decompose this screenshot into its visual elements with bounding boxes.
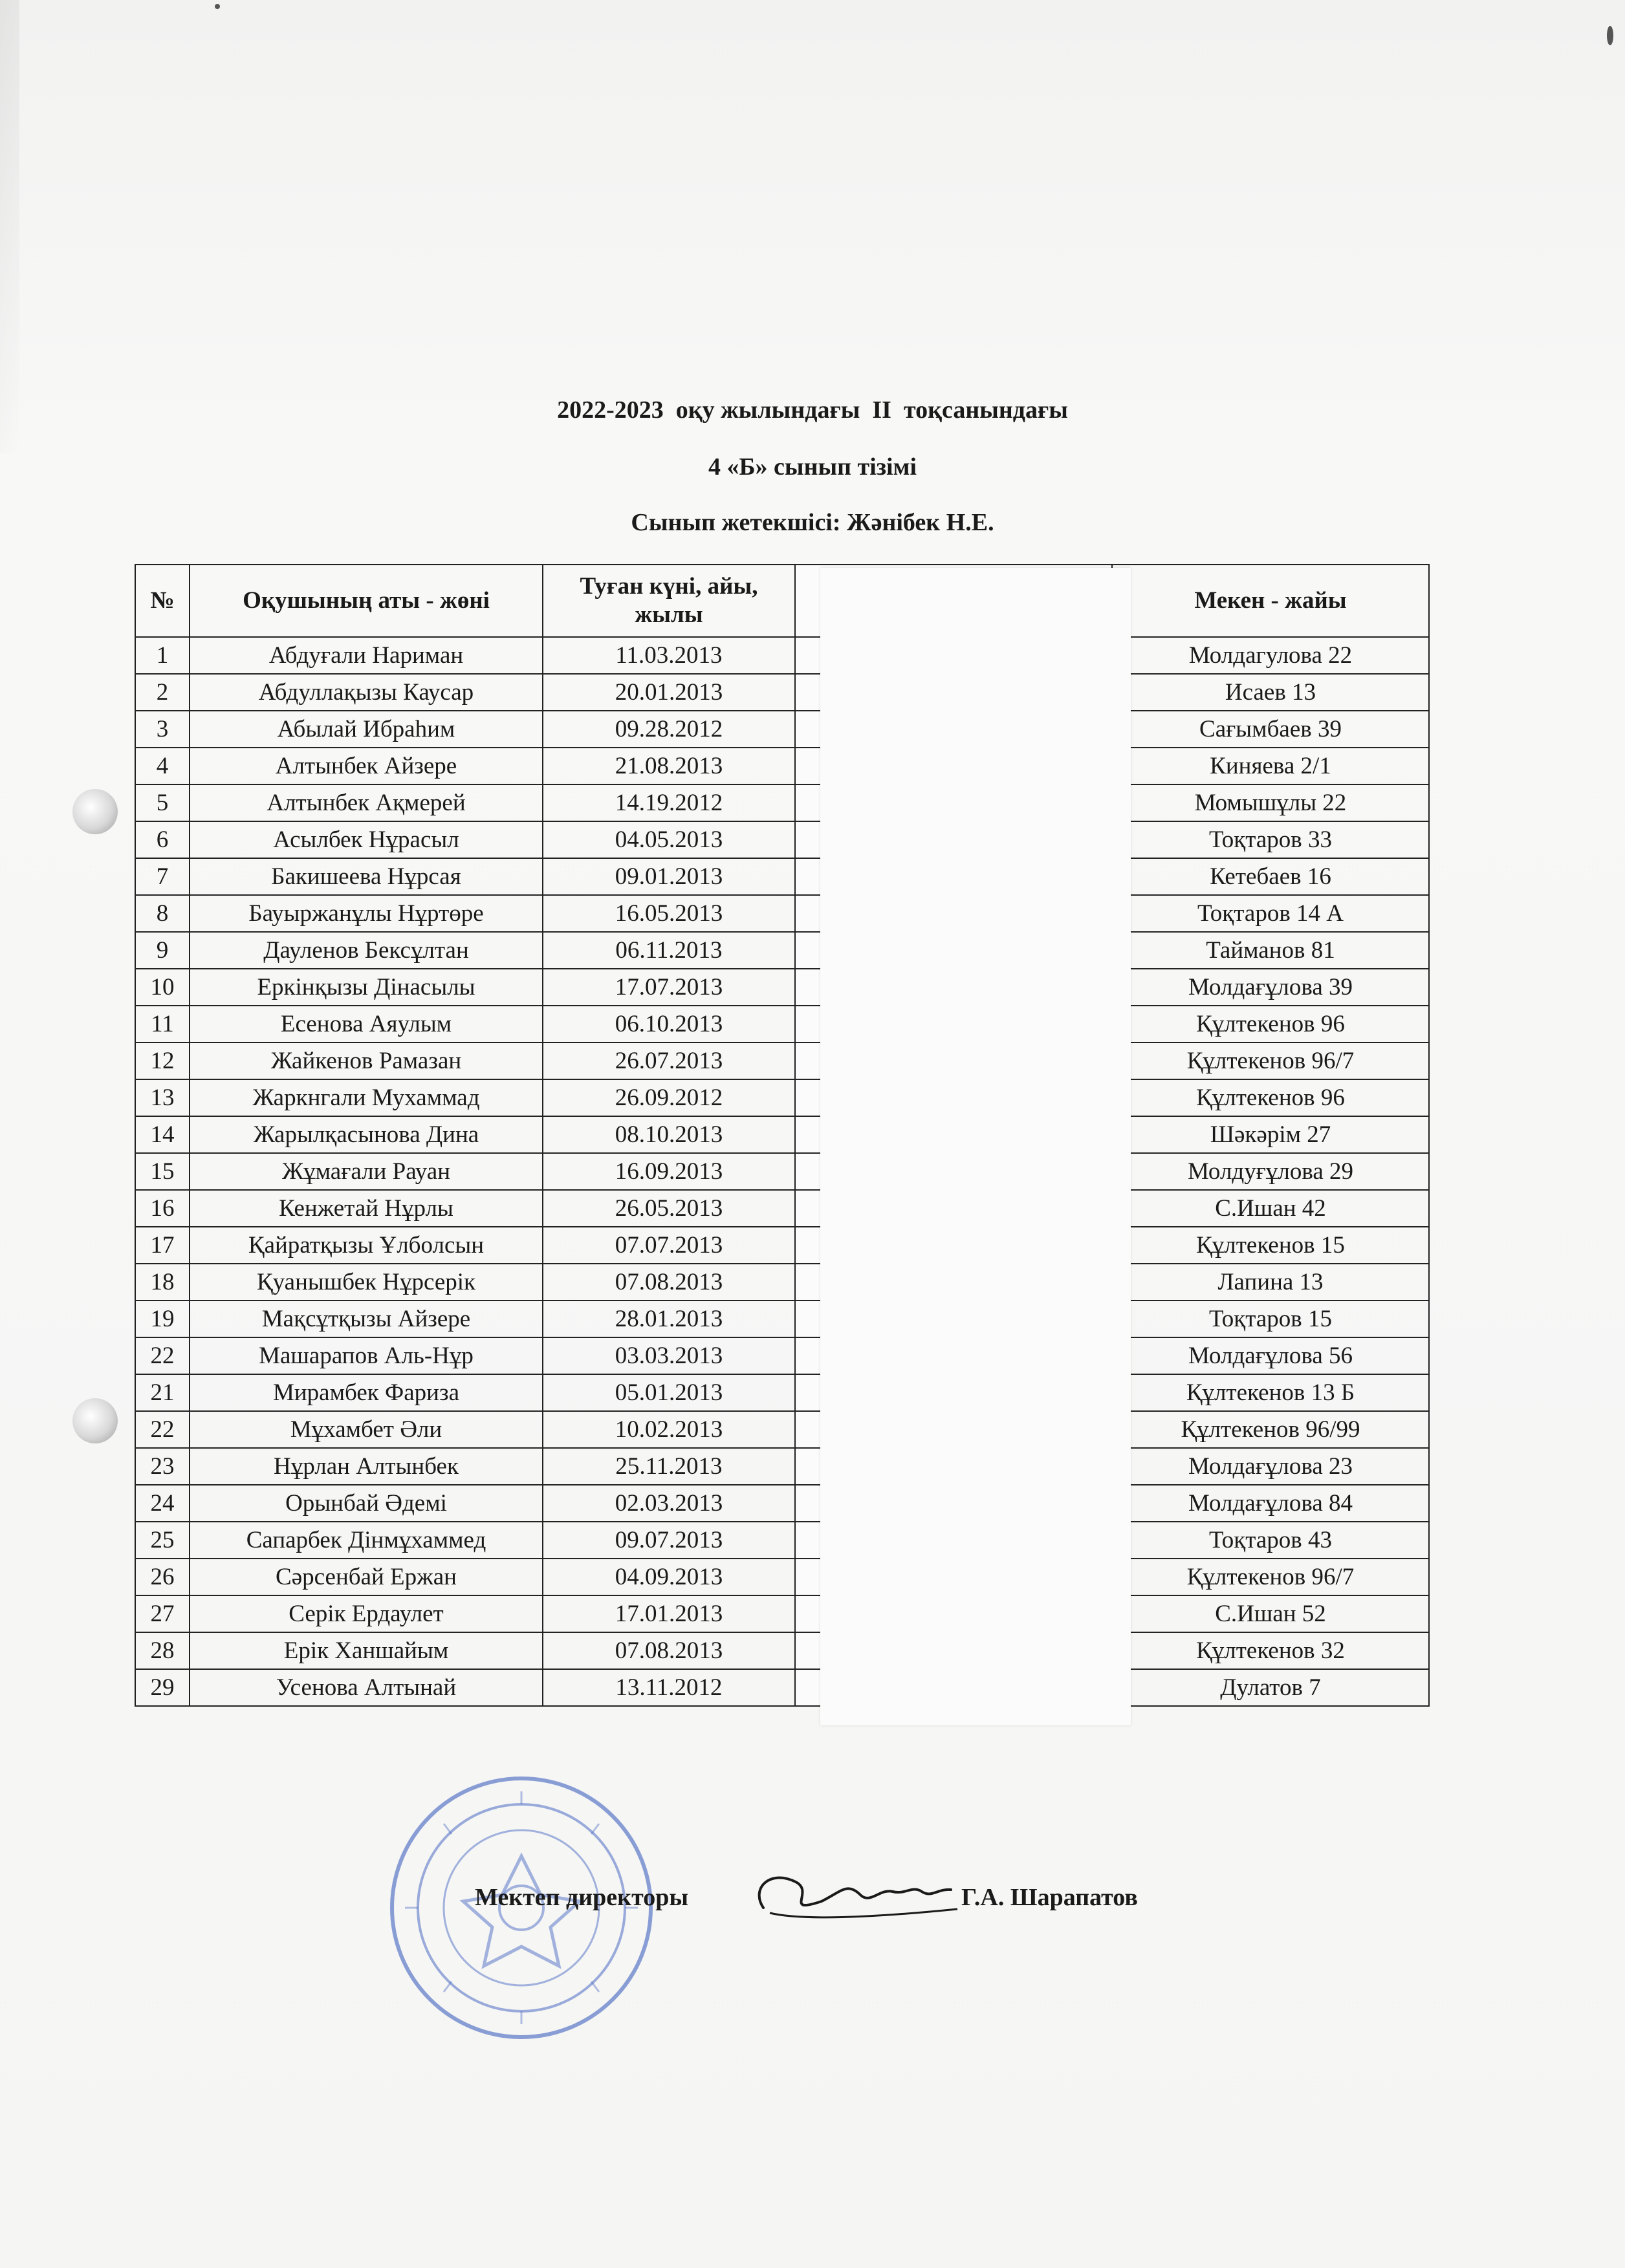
table-row xyxy=(135,969,1429,1006)
cell-address: Тоқтаров 33 xyxy=(1112,821,1429,858)
table-header-row xyxy=(135,565,1429,637)
cell-student-name: Кенжетай Нұрлы xyxy=(190,1190,543,1227)
table-body xyxy=(135,637,1429,1706)
cell-birth-date: 04.09.2013 xyxy=(543,1559,795,1595)
cell-student-name: Жарылқасынова Дина xyxy=(190,1116,543,1153)
cell-address: Тоқтаров 43 xyxy=(1112,1522,1429,1559)
cell-birth-date: 03.03.2013 xyxy=(543,1337,795,1374)
cell-address: С.Ишан 52 xyxy=(1112,1595,1429,1632)
student-roster-table xyxy=(135,564,1430,1707)
cell-num: 11 xyxy=(135,1006,190,1042)
cell-birth-date: 07.08.2013 xyxy=(543,1264,795,1301)
cell-num: 19 xyxy=(135,1301,190,1337)
cell-num: 1 xyxy=(135,637,190,674)
table-row xyxy=(135,1411,1429,1448)
punch-hole-bottom xyxy=(72,1398,118,1443)
cell-birth-date: 10.02.2013 xyxy=(543,1411,795,1448)
cell-student-name: Есенова Аяулым xyxy=(190,1006,543,1042)
cell-num: 3 xyxy=(135,711,190,748)
cell-birth-date: 09.01.2013 xyxy=(543,858,795,895)
cell-birth-date: 11.03.2013 xyxy=(543,637,795,674)
header-address: Мекен - жайы xyxy=(1112,565,1429,637)
cell-student-name: Нұрлан Алтынбек xyxy=(190,1448,543,1485)
table-row xyxy=(135,1042,1429,1079)
cell-num: 25 xyxy=(135,1522,190,1559)
cell-student-name: Ерік Ханшайым xyxy=(190,1632,543,1669)
table-row xyxy=(135,1522,1429,1559)
cell-student-name: Абдуғали Нариман xyxy=(190,637,543,674)
cell-birth-date: 16.05.2013 xyxy=(543,895,795,932)
table-row xyxy=(135,711,1429,748)
cell-address: Молдуғұлова 29 xyxy=(1112,1153,1429,1190)
cell-address: Сағымбаев 39 xyxy=(1112,711,1429,748)
cell-num: 14 xyxy=(135,1116,190,1153)
cell-birth-date: 07.08.2013 xyxy=(543,1632,795,1669)
table-row xyxy=(135,1264,1429,1301)
table-row xyxy=(135,1559,1429,1595)
scan-speck xyxy=(215,4,220,9)
director-signature xyxy=(744,1863,964,1927)
table-row xyxy=(135,1669,1429,1706)
cell-student-name: Еркінқызы Дінасылы xyxy=(190,969,543,1006)
cell-address: Құлтекенов 32 xyxy=(1112,1632,1429,1669)
table-row xyxy=(135,1116,1429,1153)
cell-num: 17 xyxy=(135,1227,190,1264)
cell-birth-date: 13.11.2012 xyxy=(543,1669,795,1706)
table-row xyxy=(135,1227,1429,1264)
cell-student-name: Дауленов Бексұлтан xyxy=(190,932,543,969)
header-name: Оқушының аты - жөні xyxy=(190,565,543,637)
table-row xyxy=(135,1006,1429,1042)
cell-address: Момышұлы 22 xyxy=(1112,784,1429,821)
cell-birth-date: 09.28.2012 xyxy=(543,711,795,748)
cell-student-name: Орынбай Әдемі xyxy=(190,1485,543,1522)
cell-address: Құлтекенов 96/7 xyxy=(1112,1042,1429,1079)
cell-student-name: Усенова Алтынай xyxy=(190,1669,543,1706)
cell-birth-date: 25.11.2013 xyxy=(543,1448,795,1485)
table-row xyxy=(135,784,1429,821)
cell-num: 10 xyxy=(135,969,190,1006)
cell-student-name: Сапарбек Дінмұхаммед xyxy=(190,1522,543,1559)
cell-birth-date: 06.10.2013 xyxy=(543,1006,795,1042)
cell-num: 7 xyxy=(135,858,190,895)
cell-address: Лапина 13 xyxy=(1112,1264,1429,1301)
punch-hole-top xyxy=(72,789,118,834)
table-row xyxy=(135,1301,1429,1337)
table-row xyxy=(135,858,1429,895)
cell-address: Кетебаев 16 xyxy=(1112,858,1429,895)
header-num: № xyxy=(135,565,190,637)
table-row xyxy=(135,674,1429,711)
cell-num: 8 xyxy=(135,895,190,932)
cell-num: 21 xyxy=(135,1374,190,1411)
cell-address: Құлтекенов 15 xyxy=(1112,1227,1429,1264)
table-row xyxy=(135,1153,1429,1190)
director-label: Мектеп директоры xyxy=(475,1884,689,1911)
document-title-line1: 2022-2023 оқу жылындағы II тоқсанындағы xyxy=(557,396,1068,424)
cell-student-name: Қуанышбек Нұрсерік xyxy=(190,1264,543,1301)
cell-birth-date: 16.09.2013 xyxy=(543,1153,795,1190)
cell-birth-date: 06.11.2013 xyxy=(543,932,795,969)
cell-student-name: Жайкенов Рамазан xyxy=(190,1042,543,1079)
table-row xyxy=(135,1448,1429,1485)
cell-num: 26 xyxy=(135,1559,190,1595)
paper-torn-edge xyxy=(0,0,19,453)
cell-address: Шәкәрім 27 xyxy=(1112,1116,1429,1153)
cell-address: Исаев 13 xyxy=(1112,674,1429,711)
cell-birth-date: 20.01.2013 xyxy=(543,674,795,711)
cell-address: Молдағұлова 23 xyxy=(1112,1448,1429,1485)
cell-birth-date: 09.07.2013 xyxy=(543,1522,795,1559)
cell-num: 13 xyxy=(135,1079,190,1116)
cell-student-name: Абдуллақызы Каусар xyxy=(190,674,543,711)
cell-num: 22 xyxy=(135,1337,190,1374)
cell-address: Құлтекенов 96 xyxy=(1112,1079,1429,1116)
cell-address: Киняева 2/1 xyxy=(1112,748,1429,784)
cell-num: 15 xyxy=(135,1153,190,1190)
cell-student-name: Мирамбек Фариза xyxy=(190,1374,543,1411)
cell-num: 6 xyxy=(135,821,190,858)
cell-address: Тоқтаров 14 А xyxy=(1112,895,1429,932)
redaction-patch xyxy=(820,568,1131,1725)
cell-num: 24 xyxy=(135,1485,190,1522)
cell-num: 2 xyxy=(135,674,190,711)
table-row xyxy=(135,637,1429,674)
cell-student-name: Бакишеева Нұрсая xyxy=(190,858,543,895)
cell-address: Құлтекенов 96 xyxy=(1112,1006,1429,1042)
cell-address: Молдағұлова 39 xyxy=(1112,969,1429,1006)
cell-student-name: Қайратқызы Ұлболсын xyxy=(190,1227,543,1264)
cell-address: Құлтекенов 13 Б xyxy=(1112,1374,1429,1411)
document-title-line3: Сынып жетекшісі: Жәнібек Н.Е. xyxy=(631,509,994,536)
cell-address: Тайманов 81 xyxy=(1112,932,1429,969)
table-row xyxy=(135,895,1429,932)
cell-num: 27 xyxy=(135,1595,190,1632)
cell-student-name: Жұмағали Рауан xyxy=(190,1153,543,1190)
cell-num: 22 xyxy=(135,1411,190,1448)
document-title-line2: 4 «Б» сынып тізімі xyxy=(708,453,917,481)
table-row xyxy=(135,1595,1429,1632)
cell-address: С.Ишан 42 xyxy=(1112,1190,1429,1227)
cell-num: 29 xyxy=(135,1669,190,1706)
cell-num: 5 xyxy=(135,784,190,821)
cell-num: 28 xyxy=(135,1632,190,1669)
cell-address: Дулатов 7 xyxy=(1112,1669,1429,1706)
cell-birth-date: 02.03.2013 xyxy=(543,1485,795,1522)
table-row xyxy=(135,1374,1429,1411)
table-row xyxy=(135,821,1429,858)
cell-address: Молдағұлова 84 xyxy=(1112,1485,1429,1522)
cell-birth-date: 17.07.2013 xyxy=(543,969,795,1006)
cell-student-name: Мұхамбет Әли xyxy=(190,1411,543,1448)
cell-birth-date: 04.05.2013 xyxy=(543,821,795,858)
table-row xyxy=(135,748,1429,784)
cell-birth-date: 28.01.2013 xyxy=(543,1301,795,1337)
table-row xyxy=(135,932,1429,969)
cell-num: 16 xyxy=(135,1190,190,1227)
cell-birth-date: 05.01.2013 xyxy=(543,1374,795,1411)
cell-student-name: Алтынбек Ақмерей xyxy=(190,784,543,821)
cell-student-name: Серік Ердаулет xyxy=(190,1595,543,1632)
cell-address: Құлтекенов 96/7 xyxy=(1112,1559,1429,1595)
cell-student-name: Сәрсенбай Ержан xyxy=(190,1559,543,1595)
cell-birth-date: 21.08.2013 xyxy=(543,748,795,784)
scan-speck xyxy=(1607,26,1613,45)
cell-num: 4 xyxy=(135,748,190,784)
cell-birth-date: 26.05.2013 xyxy=(543,1190,795,1227)
cell-address: Молдағұлова 56 xyxy=(1112,1337,1429,1374)
table-row xyxy=(135,1190,1429,1227)
cell-student-name: Машарапов Аль-Нұр xyxy=(190,1337,543,1374)
cell-address: Құлтекенов 96/99 xyxy=(1112,1411,1429,1448)
cell-birth-date: 07.07.2013 xyxy=(543,1227,795,1264)
cell-student-name: Абылай Ибраһим xyxy=(190,711,543,748)
cell-birth-date: 08.10.2013 xyxy=(543,1116,795,1153)
cell-birth-date: 26.07.2013 xyxy=(543,1042,795,1079)
cell-num: 12 xyxy=(135,1042,190,1079)
table-row xyxy=(135,1485,1429,1522)
cell-address: Молдагулова 22 xyxy=(1112,637,1429,674)
cell-birth-date: 14.19.2012 xyxy=(543,784,795,821)
table-row xyxy=(135,1079,1429,1116)
cell-student-name: Асылбек Нұрасыл xyxy=(190,821,543,858)
cell-birth-date: 17.01.2013 xyxy=(543,1595,795,1632)
table-row xyxy=(135,1337,1429,1374)
table-row xyxy=(135,1632,1429,1669)
cell-birth-date: 26.09.2012 xyxy=(543,1079,795,1116)
cell-num: 9 xyxy=(135,932,190,969)
director-name: Г.А. Шарапатов xyxy=(961,1884,1138,1911)
cell-student-name: Мақсұтқызы Айзере xyxy=(190,1301,543,1337)
cell-student-name: Бауыржанұлы Нұртөре xyxy=(190,895,543,932)
cell-student-name: Жаркнгали Мухаммад xyxy=(190,1079,543,1116)
cell-address: Тоқтаров 15 xyxy=(1112,1301,1429,1337)
cell-student-name: Алтынбек Айзере xyxy=(190,748,543,784)
cell-num: 18 xyxy=(135,1264,190,1301)
cell-num: 23 xyxy=(135,1448,190,1485)
header-dob: Туған күні, айы, жылы xyxy=(543,565,795,637)
